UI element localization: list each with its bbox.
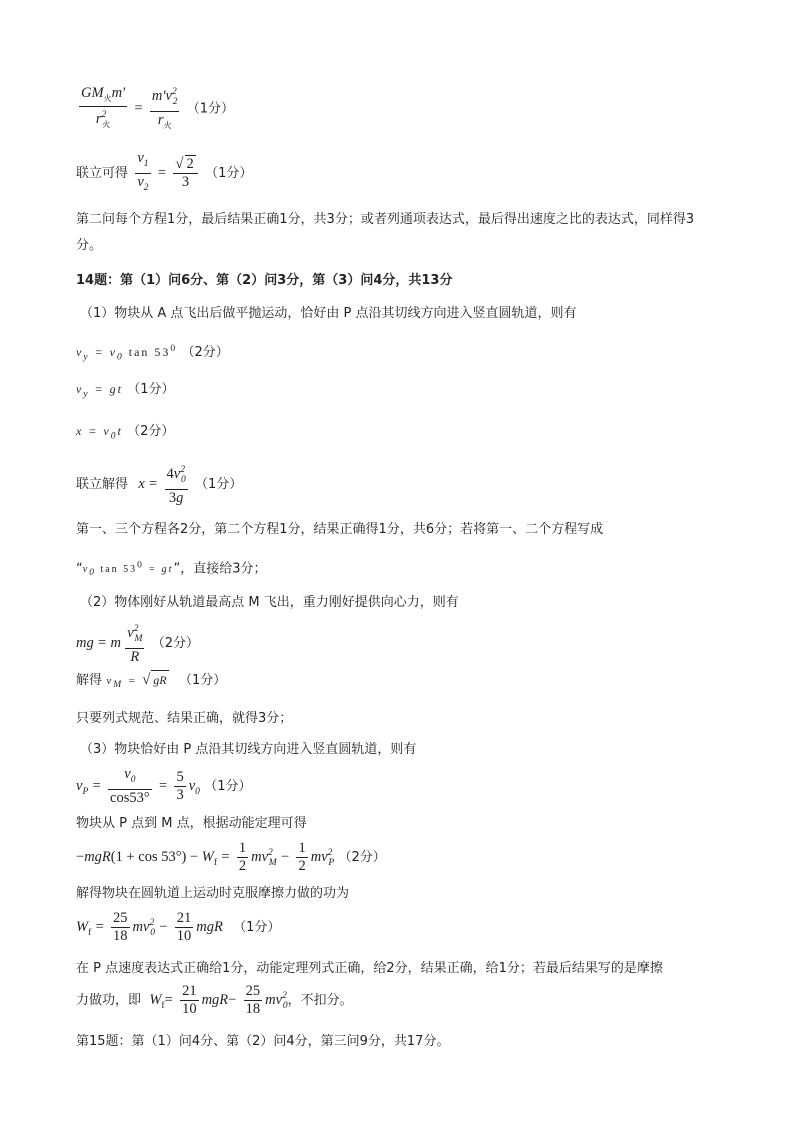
q14-part2-intro: （2）物体刚好从轨道最高点 M 飞出，重力刚好提供向心力，则有	[80, 595, 459, 610]
score-label: （1分）	[178, 673, 227, 688]
scoring-note-q2: 第二问每个方程1分，最后结果正确1分，共3分；或者列通项表达式，最后得出速度之比的表达式，同样得3分。	[76, 212, 695, 253]
fraction-21-10: $\frac{21}{10}$	[176, 910, 192, 944]
q14-part3-intro: （3）物块恰好由 P 点沿其切线方向进入竖直圆轨道，则有	[80, 742, 417, 757]
equation-wf: $W_f$ = $\frac{25}{18}$ $mv^2_0$ − $\frac{21}{10}$ mgR （1分）	[76, 910, 281, 944]
scoring-note-part3: 在 P 点速度表达式正确给1分，动能定理列式正确，给2分，结果正确，给1分；若最后结果写的是摩擦	[76, 961, 663, 976]
equation-gravitation: $\frac{GM_火m'}{r^2_火}$ = $\frac{m'v^2_2}{r_火}$ （1分）	[76, 84, 234, 134]
question-15-title: 第15题：第（1）问4分、第（2）问4分，第三问9分，共17分。	[76, 1034, 450, 1049]
fraction-gmm: $\frac{GM_火m'}{r^2_火}$	[81, 84, 126, 130]
score-label: （1分）	[205, 165, 253, 181]
fraction-half: $\frac{1}{2}$	[298, 840, 306, 874]
equation-vm: 解得 $v_M$ = √ gR （1分）	[76, 672, 227, 691]
fraction-half: $\frac{1}{2}$	[238, 840, 247, 874]
fraction-25-18: $\frac{25}{18}$	[245, 983, 261, 1017]
fraction-4v0-3g: $\frac{4v^2_0}{3g}$	[165, 462, 188, 507]
scoring-note-part1: 第一、三个方程各2分，第二个方程1分，结果正确得1分，共6分；若将第一、二个方程写成	[76, 522, 604, 537]
fraction-vm2-r: $\frac{v^2_M}{R}$	[125, 621, 144, 666]
equation-vp: $v_P$ = $\frac{v_0}{\cos 53^\circ}$ = $\frac{5}{3}$ $v_0$ （1分）	[76, 766, 252, 806]
score-label: （2分）	[151, 635, 199, 651]
score-label: （1分）	[127, 382, 175, 397]
fraction-21-10: $\frac{21}{10}$	[182, 983, 197, 1017]
score-label: （1分）	[233, 920, 281, 935]
equation-vy-gt: $v_y$ = gt （1分）	[76, 382, 175, 400]
equation-vy-tan: $v_y = v_0$ $\tan 53^0$ （2分）	[76, 344, 229, 363]
equation-prefix: 联立解得	[76, 476, 129, 492]
fraction-5-3: $\frac{5}{3}$	[176, 768, 184, 803]
score-label: （2分）	[127, 424, 175, 439]
note-suffix: ，直接给3分；	[180, 561, 267, 577]
score-label: （1分）	[204, 778, 252, 794]
scoring-note-part2: 只要列式规范、结果正确，就得3分；	[76, 711, 293, 726]
fraction-v1-v2: $\frac{v_1}{v_2}$	[137, 150, 149, 193]
part3-energy-intro: 物块从 P 点到 M 点，根据动能定理可得	[76, 816, 307, 831]
equation-prefix: 联立可得	[76, 165, 129, 181]
equation-prefix: 解得	[76, 673, 103, 688]
note-suffix: ，不扣分。	[287, 993, 353, 1008]
scoring-note-part3-b: 力做功，即 $W_f=$ $\frac{21}{10}$ mgR− $\frac{25}{18}$ $mv^2_0$，不扣分。	[76, 983, 353, 1017]
equation-centripetal: mg = m $\frac{v^2_M}{R}$ （2分）	[76, 621, 199, 666]
score-label: （2分）	[181, 345, 229, 360]
score-label: （1分）	[186, 101, 235, 117]
scoring-note-part1-b: “$v_0$ $\tan 53^0$ = gt”，直接给3分；	[76, 561, 267, 579]
part3-work-intro: 解得物块在圆轨道上运动时克服摩擦力做的功为	[76, 886, 350, 901]
equation-x-v0t: $x = v_0t$ （2分）	[76, 424, 175, 442]
score-label: （2分）	[338, 850, 386, 865]
equation-velocity-ratio: 联立可得 $\frac{v_1}{v_2}$ = $\frac{√ 2}{3}$ （1分）	[76, 150, 252, 197]
fraction-sqrt2-3: $\frac{√ 2}{3}$	[173, 155, 197, 191]
fraction-mv2: $\frac{m'v^2_2}{r_火}$	[150, 84, 180, 134]
question-14-title: 14题：第（1）问6分、第（2）问3分，第（3）问4分，共13分	[76, 273, 453, 288]
equation-work-energy: $-mgR(1 + \cos 53^\circ) - W_f$ = $\frac{1}{2}$ $mv^2_M$ − $\frac{1}{2}$ $mv^2_P$ （2分）	[76, 840, 386, 874]
equation-x-result: 联立解得 x = $\frac{4v^2_0}{3g}$ （1分）	[76, 462, 242, 507]
score-label: （1分）	[195, 476, 243, 492]
q14-part1-intro: （1）物块从 A 点飞出后做平抛运动，恰好由 P 点沿其切线方向进入竖直圆轨道，则有	[80, 306, 577, 321]
fraction-v0-cos53: $\frac{v_0}{\cos 53^\circ}$	[110, 766, 150, 806]
fraction-25-18: $\frac{25}{18}$	[113, 910, 128, 944]
note-prefix: 力做功，即	[76, 993, 142, 1008]
